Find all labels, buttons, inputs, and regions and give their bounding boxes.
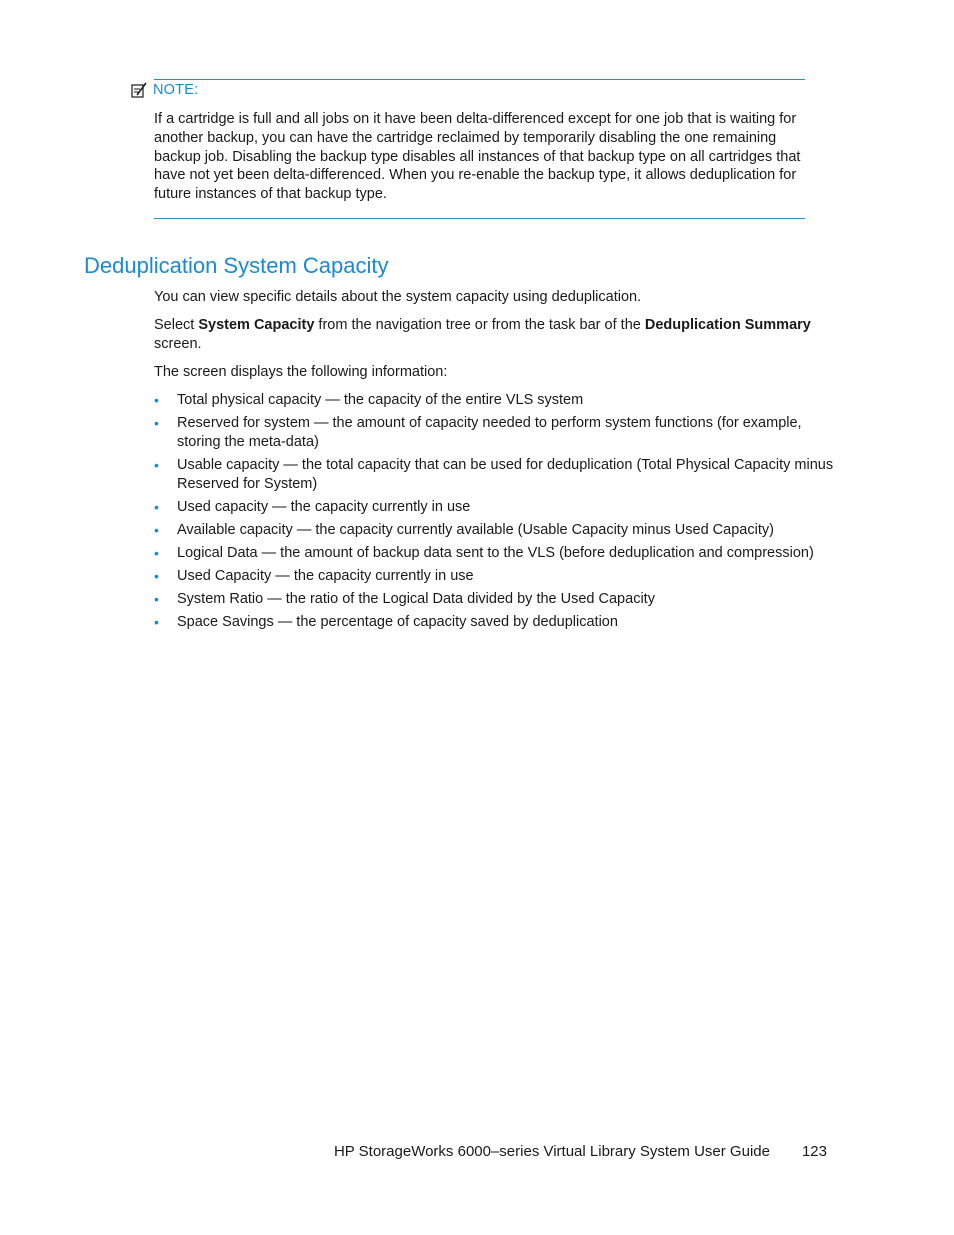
bullet-icon: •: [154, 522, 159, 538]
list-item: • Used capacity — the capacity currently in use: [154, 499, 471, 515]
info-bullet-list: [154, 391, 834, 632]
note-text: If a cartridge is full and all jobs on it have been delta-differenced except for one job that is waiting for another backup, you can have the cartridge reclaimed by temporarily disabling the one remaining backup job. Disabling the backup type disables all instances of that backup type on all cartridges that have not yet been delta-differenced. When you re-enable the backup type, it allows deduplication for future instances of that backup type.: [154, 111, 801, 203]
select-mid: from the navigation tree or from the task bar of the: [314, 317, 645, 333]
list-item: • Space Savings — the percentage of capacity saved by deduplication: [154, 614, 618, 630]
page-footer: [334, 1143, 827, 1160]
list-item: • Usable capacity — the total capacity that can be used for deduplication (Total Physical Capacity minus Reserved for System): [154, 457, 834, 492]
section-body: [154, 288, 834, 636]
intro-paragraph: You can view specific details about the system capacity using deduplication.: [154, 289, 642, 305]
select-paragraph: [154, 316, 834, 354]
bullet-icon: •: [154, 591, 159, 607]
system-capacity-term: System Capacity: [198, 317, 315, 333]
select-prefix: Select: [154, 317, 199, 333]
list-item: • Total physical capacity — the capacity of the entire VLS system: [154, 392, 584, 408]
note-label: NOTE:: [153, 82, 199, 98]
bullet-icon: •: [154, 415, 159, 431]
select-suffix: screen.: [154, 336, 202, 352]
list-item: • Used Capacity — the capacity currently in use: [154, 568, 474, 584]
bullet-icon: •: [154, 568, 159, 584]
footer-guide-title: HP StorageWorks 6000–series Virtual Library System User Guide: [333, 1143, 770, 1160]
list-item: • System Ratio — the ratio of the Logical Data divided by the Used Capacity: [154, 591, 655, 607]
note-box: [154, 79, 805, 219]
list-item: • Available capacity — the capacity currently available (Usable Capacity minus Used Capacity): [154, 522, 774, 538]
list-item: • Logical Data — the amount of backup data sent to the VLS (before deduplication and compression): [154, 545, 814, 561]
page-number: 123: [801, 1143, 827, 1160]
bullet-icon: •: [154, 457, 159, 473]
bullet-icon: •: [154, 545, 159, 561]
section-title: Deduplication System Capacity: [84, 253, 389, 278]
bullet-icon: •: [154, 392, 159, 408]
list-item: • Reserved for system — the amount of capacity needed to perform system functions (for example, storing the meta-data): [154, 415, 802, 450]
deduplication-summary-term: Deduplication Summary: [644, 317, 811, 333]
bullet-icon: •: [154, 499, 159, 515]
bullet-icon: •: [154, 614, 159, 630]
note-icon: [131, 82, 147, 98]
displays-paragraph: The screen displays the following information:: [154, 364, 448, 380]
